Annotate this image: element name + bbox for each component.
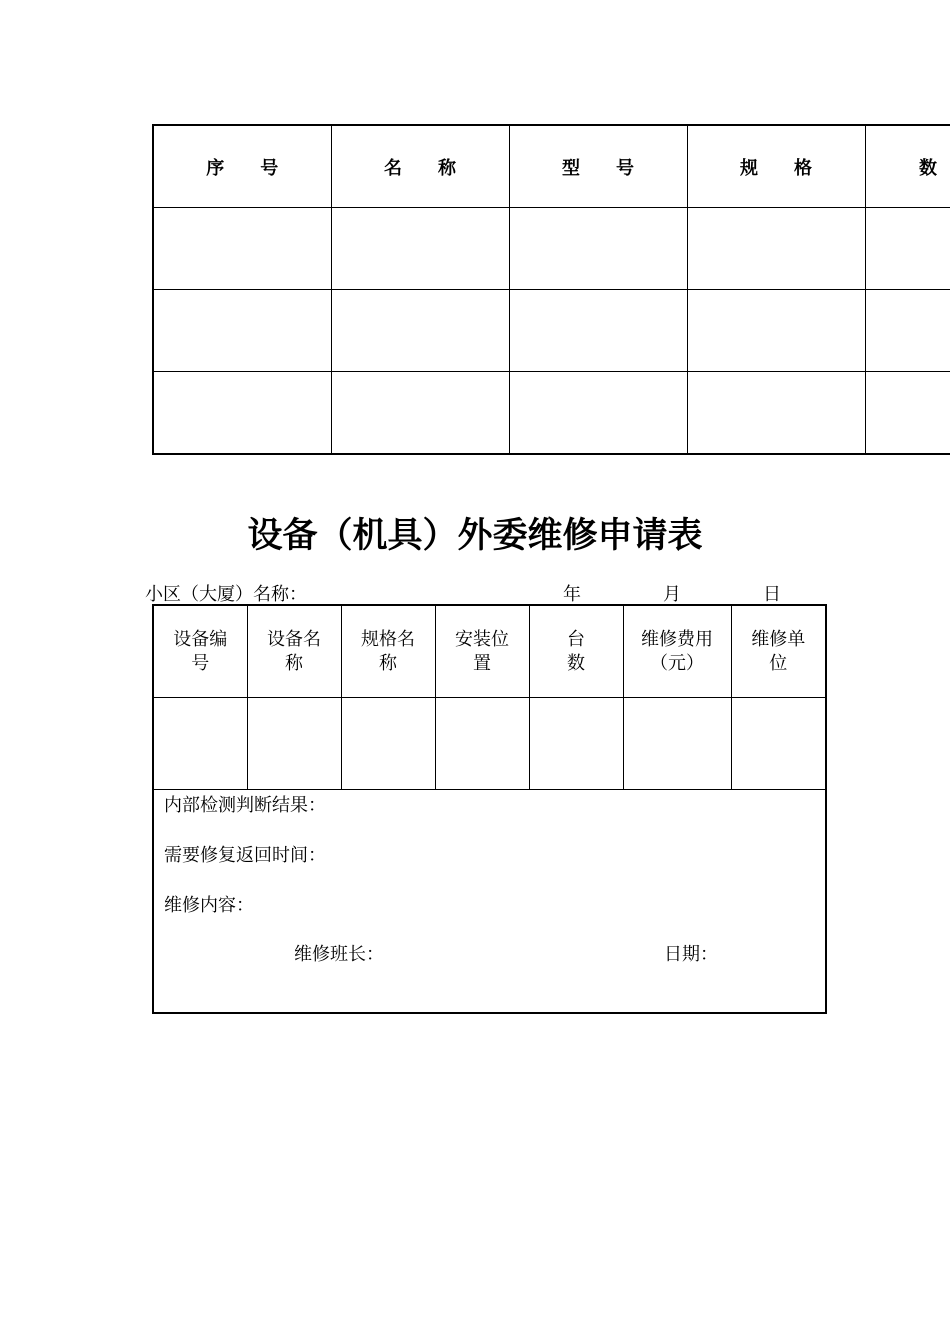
header-equipment-name-text: 设备名称 — [267, 629, 321, 674]
unit-count-cell[interactable] — [529, 698, 623, 790]
table-cell[interactable] — [865, 372, 950, 455]
equipment-list-table — [152, 124, 950, 455]
header-serial-number: 序 号 — [153, 125, 331, 208]
header-repair-cost — [623, 605, 731, 698]
repair-content-label: 维修内容： — [164, 895, 254, 916]
equipment-list-header-row — [153, 125, 950, 208]
header-spec-name — [341, 605, 435, 698]
table-cell[interactable] — [509, 208, 687, 290]
table-row — [153, 208, 950, 290]
header-install-location-text: 安装位置 — [455, 629, 509, 674]
header-equipment-name — [247, 605, 341, 698]
return-time-label: 需要修复返回时间： — [164, 845, 326, 866]
header-specification: 规 格 — [687, 125, 865, 208]
repair-request-table — [152, 604, 827, 1014]
header-install-location — [435, 605, 529, 698]
table-cell[interactable] — [509, 372, 687, 455]
table-row — [153, 372, 950, 455]
table-cell[interactable] — [331, 290, 509, 372]
day-label: 日 — [763, 584, 781, 605]
table-row — [153, 698, 826, 790]
header-model: 型 号 — [509, 125, 687, 208]
notes-row — [153, 790, 826, 1014]
community-name-label: 小区（大厦）名称： — [145, 584, 307, 605]
table-cell[interactable] — [687, 208, 865, 290]
month-label: 月 — [663, 584, 681, 605]
table-cell[interactable] — [687, 290, 865, 372]
header-name: 名 称 — [331, 125, 509, 208]
table-cell[interactable] — [687, 372, 865, 455]
header-repair-cost-text: 维修费用（元） — [641, 629, 713, 674]
table-cell[interactable] — [331, 208, 509, 290]
header-equipment-number-text: 设备编号 — [173, 629, 228, 674]
table-cell[interactable] — [865, 208, 950, 290]
year-label: 年 — [563, 584, 581, 605]
repair-request-header-row — [153, 605, 826, 698]
equipment-number-cell[interactable] — [153, 698, 247, 790]
table-cell[interactable] — [331, 372, 509, 455]
table-cell[interactable] — [153, 372, 331, 455]
equipment-name-cell[interactable] — [247, 698, 341, 790]
table-cell[interactable] — [153, 208, 331, 290]
table-row — [153, 290, 950, 372]
table-cell[interactable] — [153, 290, 331, 372]
header-repair-unit-text: 维修单位 — [751, 629, 806, 674]
header-spec-name-text: 规格名称 — [361, 629, 415, 674]
header-equipment-number — [153, 605, 247, 698]
notes-cell[interactable] — [153, 790, 826, 1014]
repair-cost-cell[interactable] — [623, 698, 731, 790]
repair-leader-label: 维修班长： — [294, 944, 384, 965]
header-unit-count-text: 台数 — [567, 629, 585, 674]
table-cell[interactable] — [865, 290, 950, 372]
sign-date-label: 日期： — [664, 944, 718, 965]
table-cell[interactable] — [509, 290, 687, 372]
form-meta-row — [145, 580, 825, 604]
form-title: 设备（机具）外委维修申请表 — [247, 516, 703, 556]
install-location-cell[interactable] — [435, 698, 529, 790]
header-unit-count — [529, 605, 623, 698]
internal-inspection-label: 内部检测判断结果： — [164, 795, 326, 816]
header-repair-unit — [731, 605, 826, 698]
repair-unit-cell[interactable] — [731, 698, 826, 790]
spec-name-cell[interactable] — [341, 698, 435, 790]
header-quantity: 数 — [865, 125, 950, 208]
